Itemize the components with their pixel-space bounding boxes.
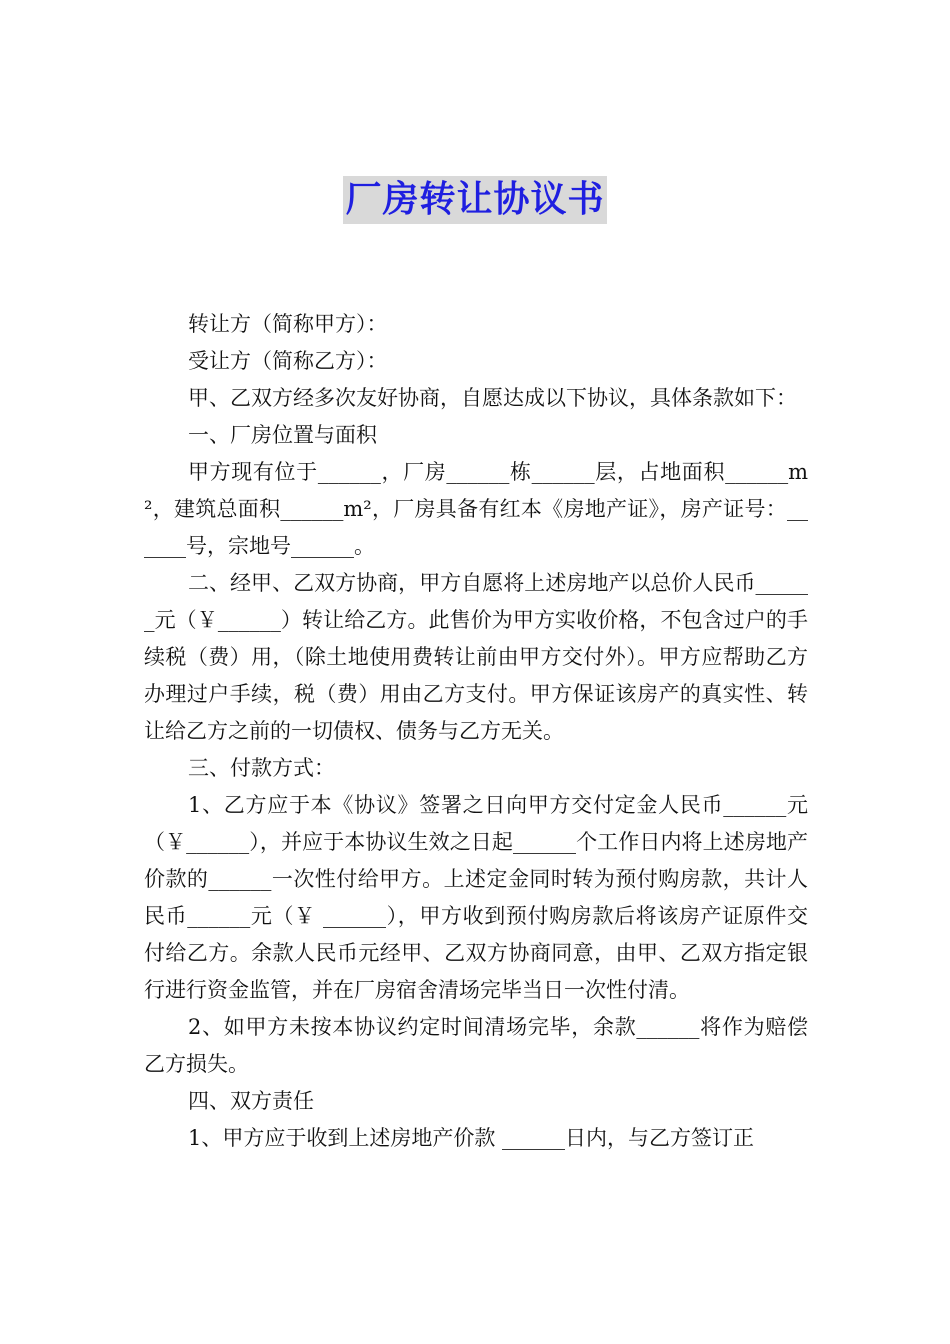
section-heading-1: 一、厂房位置与面积 (188, 423, 377, 447)
responsibility-clause-1: 1、甲方应于收到上述房地产价款 ______日内，与乙方签订正 (188, 1126, 755, 1150)
intro-paragraph: 甲、乙双方经多次友好协商，自愿达成以下协议，具体条款如下： (188, 386, 797, 410)
location-area-paragraph: 甲方现有位于______，厂房______栋______层，占地面积______m²，建筑总面积______m²，厂房具备有红本《房地产证》，房产证号：______号，宗地号______。 (144, 460, 808, 558)
payment-clause-1: 1、乙方应于本《协议》签署之日向甲方交付定金人民币______元（￥______），并应于本协议生效之日起______个工作日内将上述房地产价款的______一次性付给甲方。上述定金同时转为预付购房款，共计人民币______元（￥ ______），甲方收到预付购房款后将该房产证原件交付给乙方。余款人民币元经甲、乙双方协商同意，由甲、乙双方指定银行进行资金监管，并在厂房宿舍清场完毕当日一次性付清。 (144, 793, 808, 1002)
section-heading-4: 四、双方责任 (188, 1089, 314, 1113)
party-a-line: 转让方（简称甲方）： (188, 312, 388, 336)
title-block (0, 176, 950, 224)
party-b-line: 受让方（简称乙方）： (188, 349, 388, 373)
payment-clause-2: 2、如甲方未按本协议约定时间清场完毕，余款______将作为赔偿乙方损失。 (144, 1015, 808, 1076)
document-title: 厂房转让协议书 (343, 176, 606, 224)
document-body (144, 306, 808, 1157)
section-heading-3: 三、付款方式： (188, 756, 335, 780)
price-paragraph: 二、经甲、乙双方协商，甲方自愿将上述房地产以总价人民币______元（￥______）转让给乙方。此售价为甲方实收价格，不包含过户的手续税（费）用，（除土地使用费转让前由甲方交付外）。甲方应帮助乙方办理过户手续，税（费）用由乙方支付。甲方保证该房产的真实性、转让给乙方之前的一切债权、债务与乙方无关。 (144, 571, 808, 743)
